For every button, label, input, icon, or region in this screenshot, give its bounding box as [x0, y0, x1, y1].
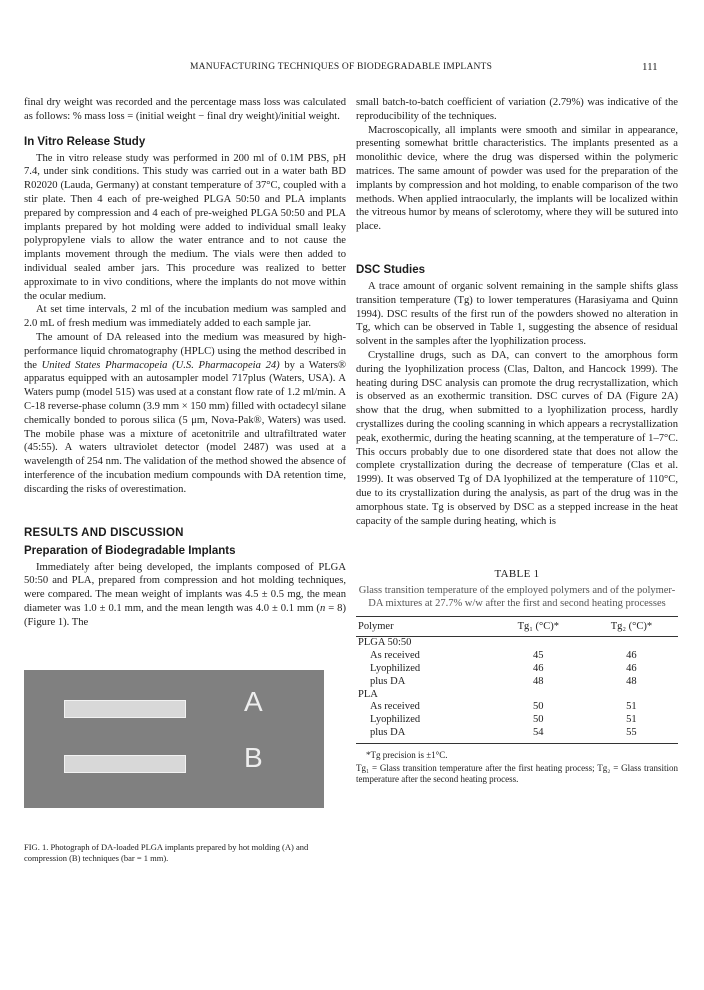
figure-1-photo — [24, 670, 324, 808]
paragraph — [24, 561, 346, 630]
table-header-row — [356, 617, 678, 637]
paragraph: small batch-to-batch coefficient of variation (2.79%) was indicative of the reproducibility of the techniques. — [356, 97, 678, 122]
text-run: The amount of DA released into the medium was measured by high-performance liquid chromatography (HPLC) using the method described in the — [24, 331, 346, 371]
table-row — [356, 689, 678, 702]
text-run: = 8) (Figure 1). The — [24, 602, 346, 628]
right-column — [356, 96, 678, 785]
cell-tg2 — [585, 689, 678, 702]
row-label: Lyophilized — [370, 714, 421, 726]
table-row — [356, 637, 678, 650]
running-title: MANUFACTURING TECHNIQUES OF BIODEGRADABLE IMPLANTS — [190, 62, 493, 72]
cell-tg1: 45 — [533, 650, 544, 662]
text-run: Immediately after being developed, the implants composed of PLGA 50:50 and PLA, prepared from compression and hot molding techniques, were compared. The mean weight of implants was 4.5 ± 0.5 mg, the mean diameter was 1.0 ± 0.1 mm, and the mean length was 4.0 ± 0.1 mm ( — [24, 561, 346, 614]
text-run-italic: n — [319, 602, 326, 614]
paragraph: At set time intervals, 2 ml of the incubation medium was sampled and 2.0 mL of fresh medium was immediately added to each sample jar. — [24, 304, 346, 330]
cell-tg2: 46 — [626, 662, 637, 674]
paragraph: Crystalline drugs, such as DA, can convert to the amorphous form during the lyophilization process (Clas, Dalton, and Hancock 1999). The heating during DSC analysis can promote the drug recrystallization, which is observed as an exothermic transition. DSC curves of DA (Figure 2A) show that the drug, when submitted to a lyophilization process, hardly crystallizes during the cooling scanning in which appears a recrystallization peak, exothermic, during the heating scanning, at the temperature of 1–7°C. This occurs probably due to one disordered state that does not allow the complete crystallization during the decrease of temperature (Clas et al. 1999). It was observed Tg of DA lyophilized at the temperature of 110°C, due to its crystallization during the analysis, as part of the drug was in the amorphous state. Tg is observed by DSC as a stepped increase in the heat capacity of the sample during heating, which is — [356, 349, 678, 527]
table-caption: Glass transition temperature of the employed polymers and of the polymer-DA mixtures at 27.7% w/w after the first and second heating processes — [358, 585, 676, 610]
cell-tg1: 50 — [533, 701, 544, 713]
table-row — [356, 650, 678, 663]
table-footnote: *Tg precision is ±1°C. — [366, 749, 448, 760]
section-heading-results: RESULTS AND DISCUSSION — [24, 526, 184, 539]
section-heading-dsc: DSC Studies — [356, 263, 426, 276]
group-label: PLGA 50:50 — [358, 637, 412, 649]
group-label: PLA — [358, 688, 378, 700]
figure-label-b: B — [244, 741, 263, 773]
cell-tg2: 51 — [626, 714, 637, 726]
row-label: plus DA — [356, 727, 492, 743]
implant-a — [64, 700, 186, 718]
cell-tg2: 46 — [626, 650, 637, 662]
cell-tg1: 48 — [533, 675, 544, 687]
paragraph: The in vitro release study was performed in 200 ml of 0.1M PBS, pH 7.4, under sink conditions. This study was carried out in a water bath BD R02020 (Lauda, Germany) at constant temperature of 37°C, coupled with a stir plate. Then 4 each of pre-weighed PLGA 50:50 and PLA implants prepared by compression and 4 each of pre-weighed PLGA 50:50 and PLA implants prepared by hot molding were added to individual small leaky polypropylene vials to allow the water entrance and to not cause the implants movement through the medium. The vials were then added to individual sealed amber jars. This procedure was realized to better approximate to in vivo conditions, where the implants do not move within the ocular medium. — [24, 152, 346, 302]
cell-tg1: 46 — [533, 662, 544, 674]
table-row — [356, 663, 678, 676]
cell-tg2: 51 — [626, 701, 637, 713]
paragraph: A trace amount of organic solvent remaining in the sample shifts glass transition temperature (Tg) to lower temperatures (Harasiyama and Quinn 1994). DSC results of the first run of the powders showed no alteration in Tg, which can be observed in Table 1, suggesting the absence of residual solvent in the samples after the lyophilization process. — [356, 280, 678, 348]
table-row — [356, 727, 678, 743]
row-label: plus DA — [370, 675, 406, 687]
table-row — [356, 701, 678, 714]
figure-caption: FIG. 1. Photograph of DA-loaded PLGA implants prepared by hot molding (A) and compression (B) techniques (bar = 1 mm). — [24, 841, 309, 863]
section-heading-release: In Vitro Release Study — [24, 135, 146, 148]
text-run-italic: United States Pharmacopeia (U.S. Pharmacopeia 24) — [41, 359, 280, 371]
column-header-tg2: Tg₂ (°C)* — [585, 617, 678, 637]
table-row — [356, 714, 678, 727]
paragraph: final dry weight was recorded and the percentage mass loss was calculated as follows: % mass loss = (initial weight − final dry weight)/initial weight. — [24, 97, 346, 122]
table-footnote: Tg₁ = Glass transition temperature after the first heating process; Tg₂ = Glass transition temperature after the second heating process. — [356, 762, 678, 784]
implant-b — [64, 755, 186, 773]
cell-tg2 — [585, 637, 678, 650]
cell-tg2: 55 — [585, 727, 678, 743]
cell-tg1: 50 — [533, 714, 544, 726]
column-header-tg1: Tg₁ (°C)* — [492, 617, 585, 637]
page-number: 111 — [642, 61, 658, 73]
paragraph: Macroscopically, all implants were smooth and similar in appearance, presenting somewhat brittle characteristics. The implants presented as a monolithic device, where the drug was dispersed within the polymeric matrices. The same amount of powder was used for the preparation of the implants by compression and hot molding, to enable comparison of the two methods. When applied intraocularly, the implants will be localized within the vitreous humor by means of sclerotomy, where they will be sutured into place. — [356, 124, 678, 233]
cell-tg1 — [492, 689, 585, 702]
row-label: As received — [370, 650, 420, 662]
table-title: TABLE 1 — [494, 568, 540, 581]
paragraph — [24, 331, 346, 497]
tg-table — [356, 616, 678, 743]
row-label: Lyophilized — [370, 662, 421, 674]
cell-tg1 — [492, 637, 585, 650]
figure-label-a: A — [244, 685, 263, 717]
table-row — [356, 676, 678, 689]
section-heading-preparation: Preparation of Biodegradable Implants — [24, 544, 236, 557]
column-header-polymer: Polymer — [356, 617, 492, 637]
cell-tg2: 48 — [626, 675, 637, 687]
left-column — [24, 96, 346, 864]
row-label: As received — [370, 701, 420, 713]
text-run: by a Waters® apparatus equipped with an autosampler model 717plus (Waters, USA). A Waters pump (model 515) was used at a constant flow rate of 1.2 ml/min. A C-18 reverse-phase column (3.9 mm × 150 mm) filled with octadecyl silane chemically bonded to porous silica (5 μm, Nova-Pak®, Waters) was used. The mobile phase was a mixture of acetonitrile and ultrafiltrated water (45:55). A waters ultraviolet detector (model 2487) was used at a wavelength of 254 nm. The validation of the method showed the absence of interference of the incubation medium compounds with DA retention time, discarding the risks of overestimation. — [24, 359, 346, 495]
cell-tg1: 54 — [492, 727, 585, 743]
